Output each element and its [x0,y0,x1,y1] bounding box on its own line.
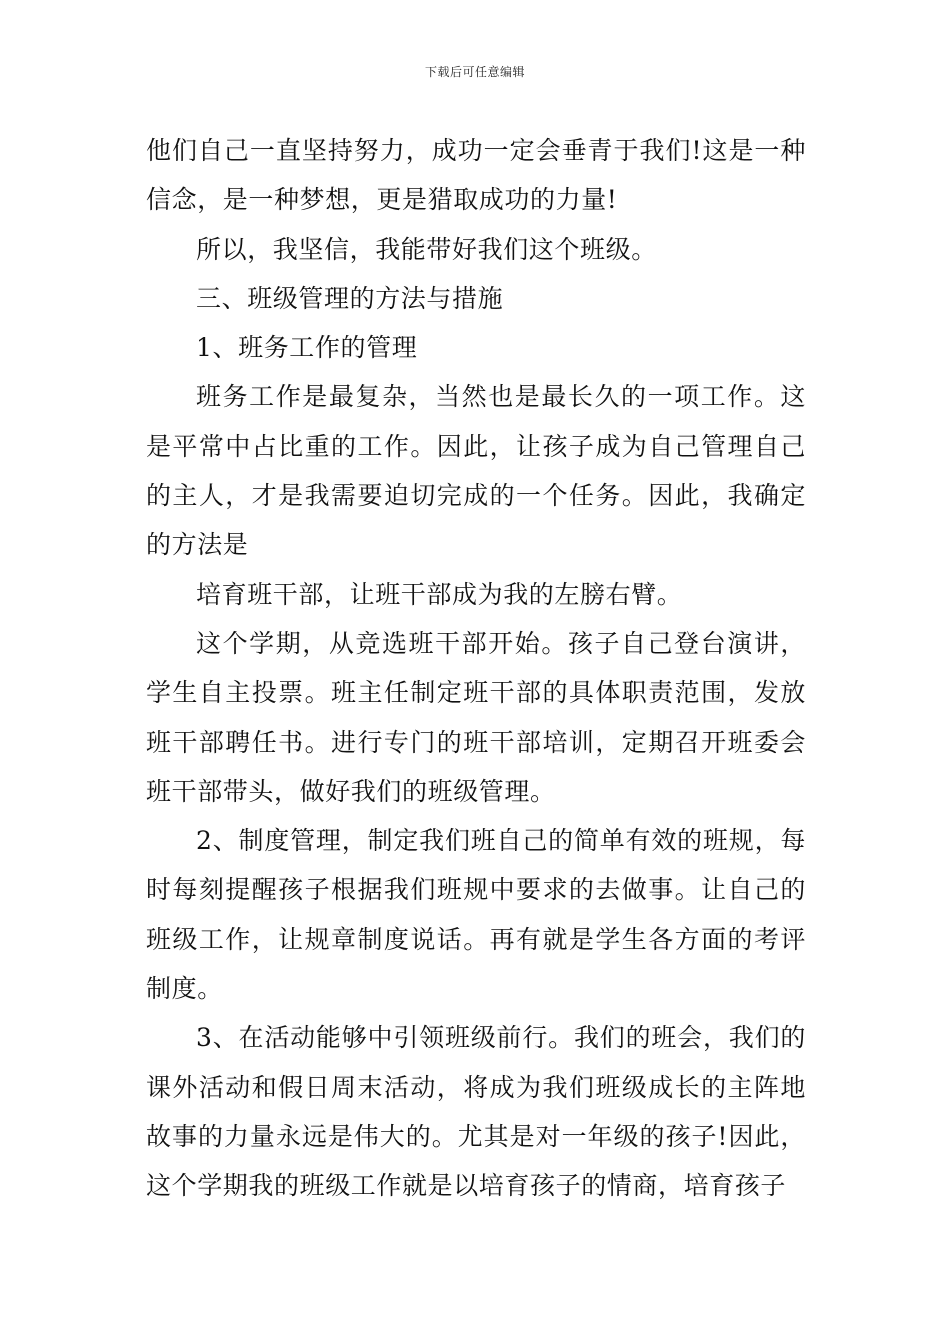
section-heading: 三、班级管理的方法与措施 [196,283,504,313]
paragraph-2: 所以，我坚信，我能带好我们这个班级。 [196,234,657,264]
paragraph-5: 这个学期，从竞选班干部开始。孩子自己登台演讲，学生自主投票。班主任制定班干部的具体职责范围，发放班干部聘任书。进行专门的班干部培训，定期召开班委会班干部带头，做好我们的班级管理。 [146,628,806,806]
paragraph-4: 培育班干部，让班干部成为我的左膀右臂。 [196,579,683,609]
paragraph-3: 班务工作是最复杂，当然也是最长久的一项工作。这是平常中占比重的工作。因此，让孩子成为自己管理自己的主人，才是我需要迫切完成的一个任务。因此，我确定的方法是 [146,382,806,560]
paragraph-7: 3、在活动能够中引领班级前行。我们的班会，我们的课外活动和假日周末活动，将成为我们班级成长的主阵地故事的力量永远是伟大的。尤其是对一年级的孩子!因此，这个学期我的班级工作就是以培育孩子的情商，培育孩子 [146,1023,806,1201]
page-header: 下载后可任意编辑 [424,65,525,79]
document-body [146,126,806,1211]
paragraph-1: 他们自己一直坚持努力，成功一定会垂青于我们!这是一种信念，是一种梦想，更是猎取成功的力量! [146,136,806,215]
paragraph-6: 2、制度管理，制定我们班自己的简单有效的班规，每时每刻提醒孩子根据我们班规中要求的去做事。让自己的班级工作，让规章制度说话。再有就是学生各方面的考评制度。 [146,826,806,1004]
subsection-heading-1: 1、班务工作的管理 [196,333,418,363]
